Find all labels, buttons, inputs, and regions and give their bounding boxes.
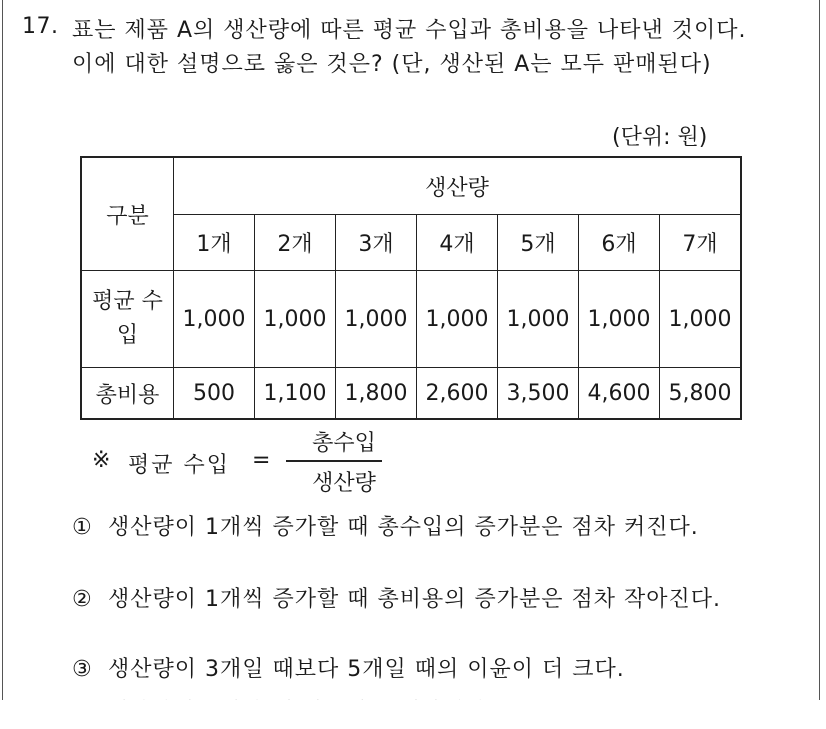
choice-text: 생산량이 3개일 때보다 5개일 때의 이윤이 더 크다. — [108, 657, 625, 682]
column-header: 5개 — [498, 215, 579, 271]
table-cell: 1,000 — [255, 271, 336, 368]
column-header: 7개 — [660, 215, 742, 271]
table-header-row — [81, 157, 741, 215]
data-table — [80, 156, 742, 420]
formula-note — [92, 426, 412, 496]
column-header: 4개 — [417, 215, 498, 271]
table-cell: 1,000 — [336, 271, 417, 368]
question-text: 표는 제품 A의 생산량에 따른 평균 수입과 총비용을 나타낸 것이다. 이에 대한 설명으로 옳은 것은? (단, 생산된 A는 모두 판매된다) — [72, 18, 747, 77]
note-mark: ※ — [92, 448, 111, 473]
table-cell: 4,600 — [579, 368, 660, 420]
formula-equals: = — [252, 448, 271, 473]
row-label: 총비용 — [81, 368, 174, 420]
table-cell: 1,000 — [498, 271, 579, 368]
table-cell: 1,000 — [660, 271, 742, 368]
table-cell: 1,800 — [336, 368, 417, 420]
choice-text: 생산량이 1개씩 증가할 때 총수입의 증가분은 점차 커진다. — [108, 515, 699, 540]
formula-lhs: 평균 수입 — [128, 453, 231, 478]
fraction-bar — [286, 460, 382, 462]
table-row — [81, 271, 741, 368]
column-header: 3개 — [336, 215, 417, 271]
choice-text: 생산량이 1개씩 증가할 때 총비용의 증가분은 점차 작아진다. — [108, 587, 721, 612]
table-cell: 5,800 — [660, 368, 742, 420]
choice-number: ③ — [72, 657, 93, 682]
page-cut-mask — [0, 700, 826, 725]
column-header: 2개 — [255, 215, 336, 271]
table-cell: 500 — [174, 368, 255, 420]
column-header: 1개 — [174, 215, 255, 271]
question-number: 17. — [22, 14, 59, 39]
table-cell: 1,000 — [174, 271, 255, 368]
group-header-cell: 생산량 — [174, 157, 742, 215]
choice-number: ① — [72, 515, 93, 540]
column-header: 6개 — [579, 215, 660, 271]
row-header-cell: 구분 — [81, 157, 174, 271]
unit-label: (단위: 원) — [612, 125, 708, 150]
row-label: 평균 수입 — [81, 271, 174, 368]
table-cell: 3,500 — [498, 368, 579, 420]
table-row — [81, 368, 741, 420]
table-cell: 1,000 — [417, 271, 498, 368]
formula-denominator: 생산량 — [312, 471, 376, 496]
table-cell: 1,000 — [579, 271, 660, 368]
table-cell: 1,100 — [255, 368, 336, 420]
choice-number: ② — [72, 587, 93, 612]
table-cell: 2,600 — [417, 368, 498, 420]
formula-numerator: 총수입 — [312, 431, 376, 456]
column-header-row — [81, 215, 741, 271]
